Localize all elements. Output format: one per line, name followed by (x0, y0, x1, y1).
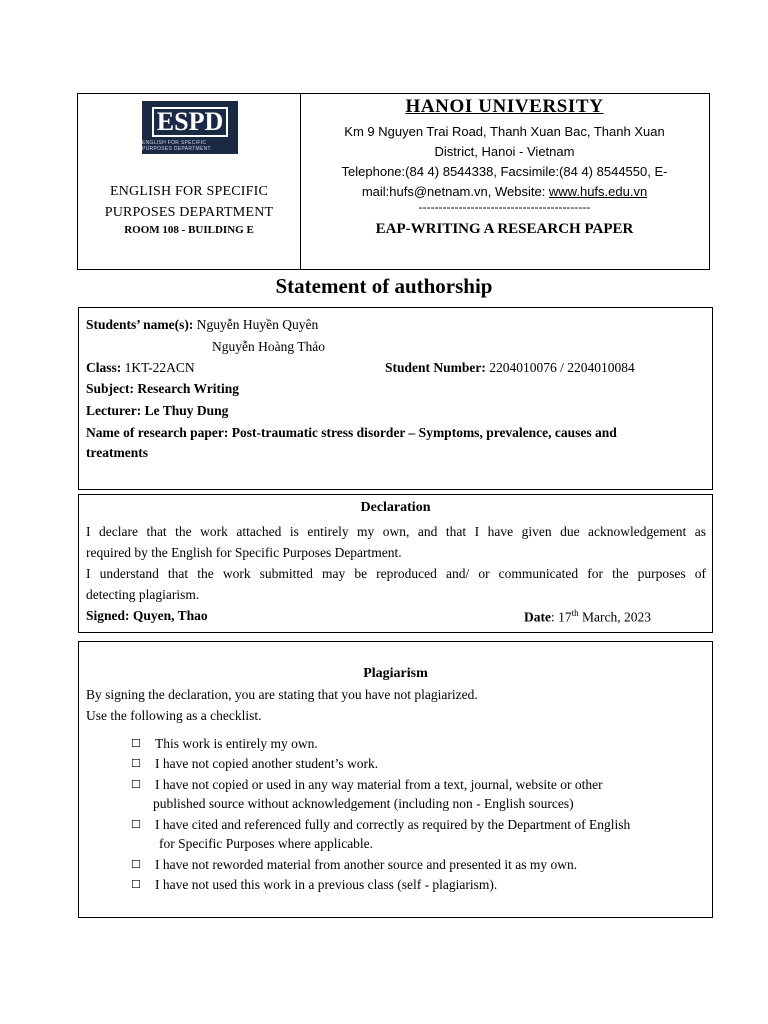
declaration-box (78, 494, 713, 633)
subject-row: Subject: Research Writing (86, 381, 239, 396)
paper-title-line-1: Name of research paper: Post-traumatic stress disorder – Symptoms, prevalence, causes and (86, 425, 617, 440)
student-info-box (78, 307, 713, 490)
page-title: Statement of authorship (275, 274, 493, 298)
class-row (86, 360, 195, 376)
student-number-value: 2204010076 / 2204010084 (489, 360, 635, 375)
logo-subtitle: ENGLISH FOR SPECIFIC PURPOSES DEPARTMENT (142, 140, 211, 152)
checklist-text: I have cited and referenced fully and correctly as required by the Department of English (155, 817, 631, 832)
students-label: Students’ name(s): (86, 317, 194, 332)
student-name-1: Nguyễn Huyền Quyên (196, 317, 319, 332)
department-name (78, 181, 300, 223)
student-name-2: Nguyễn Hoàng Thảo (212, 339, 325, 354)
checklist-text: I have not reworded material from another source and presented it as my own. (155, 857, 578, 872)
website-link[interactable]: www.hufs.edu.vn (548, 184, 648, 199)
espd-logo (142, 101, 238, 154)
plagiarism-intro-2: Use the following as a checklist. (86, 708, 262, 723)
plagiarism-box (78, 641, 713, 918)
date-day: : 17 (551, 609, 572, 625)
checkbox-icon[interactable]: ☐ (131, 737, 141, 750)
plagiarism-intro-1: By signing the declaration, you are stating that you have not plagiarized. (86, 687, 478, 702)
declaration-line-3: I understand that the work submitted may be reproduced and/ or communicated for the purposes of (86, 566, 706, 581)
separator-dashes: ------------------------------------------- (418, 200, 591, 214)
student-number-label: Student Number: (385, 360, 486, 375)
lecturer-row: Lecturer: Le Thuy Dung (86, 403, 229, 418)
declaration-text (86, 521, 706, 605)
letterhead (77, 93, 710, 270)
student-number-row (385, 360, 635, 376)
class-value: 1KT-22ACN (124, 360, 195, 375)
checklist-text: published source without acknowledgement (including non - English sources) (153, 796, 574, 811)
date-suffix: th (571, 608, 579, 618)
declaration-line-1: I declare that the work attached is entirely my own, and that I have given due acknowledgement as (86, 524, 706, 539)
department-room: ROOM 108 - BUILDING E (124, 224, 254, 236)
checklist-text: for Specific Purposes where applicable. (159, 836, 374, 851)
checkbox-icon[interactable]: ☐ (131, 878, 141, 891)
address-line-2: District, Hanoi - Vietnam (434, 144, 575, 159)
declaration-line-2: required by the English for Specific Purposes Department. (86, 545, 402, 560)
checklist-text: This work is entirely my own. (155, 736, 318, 751)
department-line-2: PURPOSES DEPARTMENT (104, 205, 274, 220)
course-title: EAP-WRITING A RESEARCH PAPER (375, 221, 634, 237)
address-line-1: Km 9 Nguyen Trai Road, Thanh Xuan Bac, Thanh Xuan (344, 124, 665, 139)
contact-line-2 (306, 182, 703, 202)
paper-title-line-2: treatments (86, 445, 148, 460)
checkbox-icon[interactable]: ☐ (131, 757, 141, 770)
checkbox-icon[interactable]: ☐ (131, 858, 141, 871)
checklist-text: I have not used this work in a previous class (self - plagiarism). (155, 877, 498, 892)
date-rest: March, 2023 (578, 609, 652, 625)
plagiarism-heading: Plagiarism (363, 666, 428, 681)
university-address (300, 122, 709, 202)
declaration-line-4: detecting plagiarism. (86, 587, 200, 602)
date-line (524, 608, 651, 626)
email-text: mail:hufs@netnam.vn, Website: (361, 184, 549, 199)
university-name: HANOI UNIVERSITY (405, 96, 604, 117)
checklist-text: I have not copied or used in any way material from a text, journal, website or other (155, 777, 603, 792)
department-line-1: ENGLISH FOR SPECIFIC (109, 184, 269, 199)
class-label: Class: (86, 360, 122, 375)
signed-line: Signed: Quyen, Thao (86, 608, 208, 623)
date-label: Date (524, 609, 551, 625)
checkbox-icon[interactable]: ☐ (131, 818, 141, 831)
declaration-heading: Declaration (360, 500, 431, 515)
logo-text: ESPD (152, 107, 228, 137)
students-row (86, 317, 318, 333)
checkbox-icon[interactable]: ☐ (131, 778, 141, 791)
checklist-text: I have not copied another student’s work. (155, 756, 379, 771)
contact-line-1: Telephone:(84 4) 8544338, Facsimile:(84 4) 8544550, E- (341, 164, 668, 179)
